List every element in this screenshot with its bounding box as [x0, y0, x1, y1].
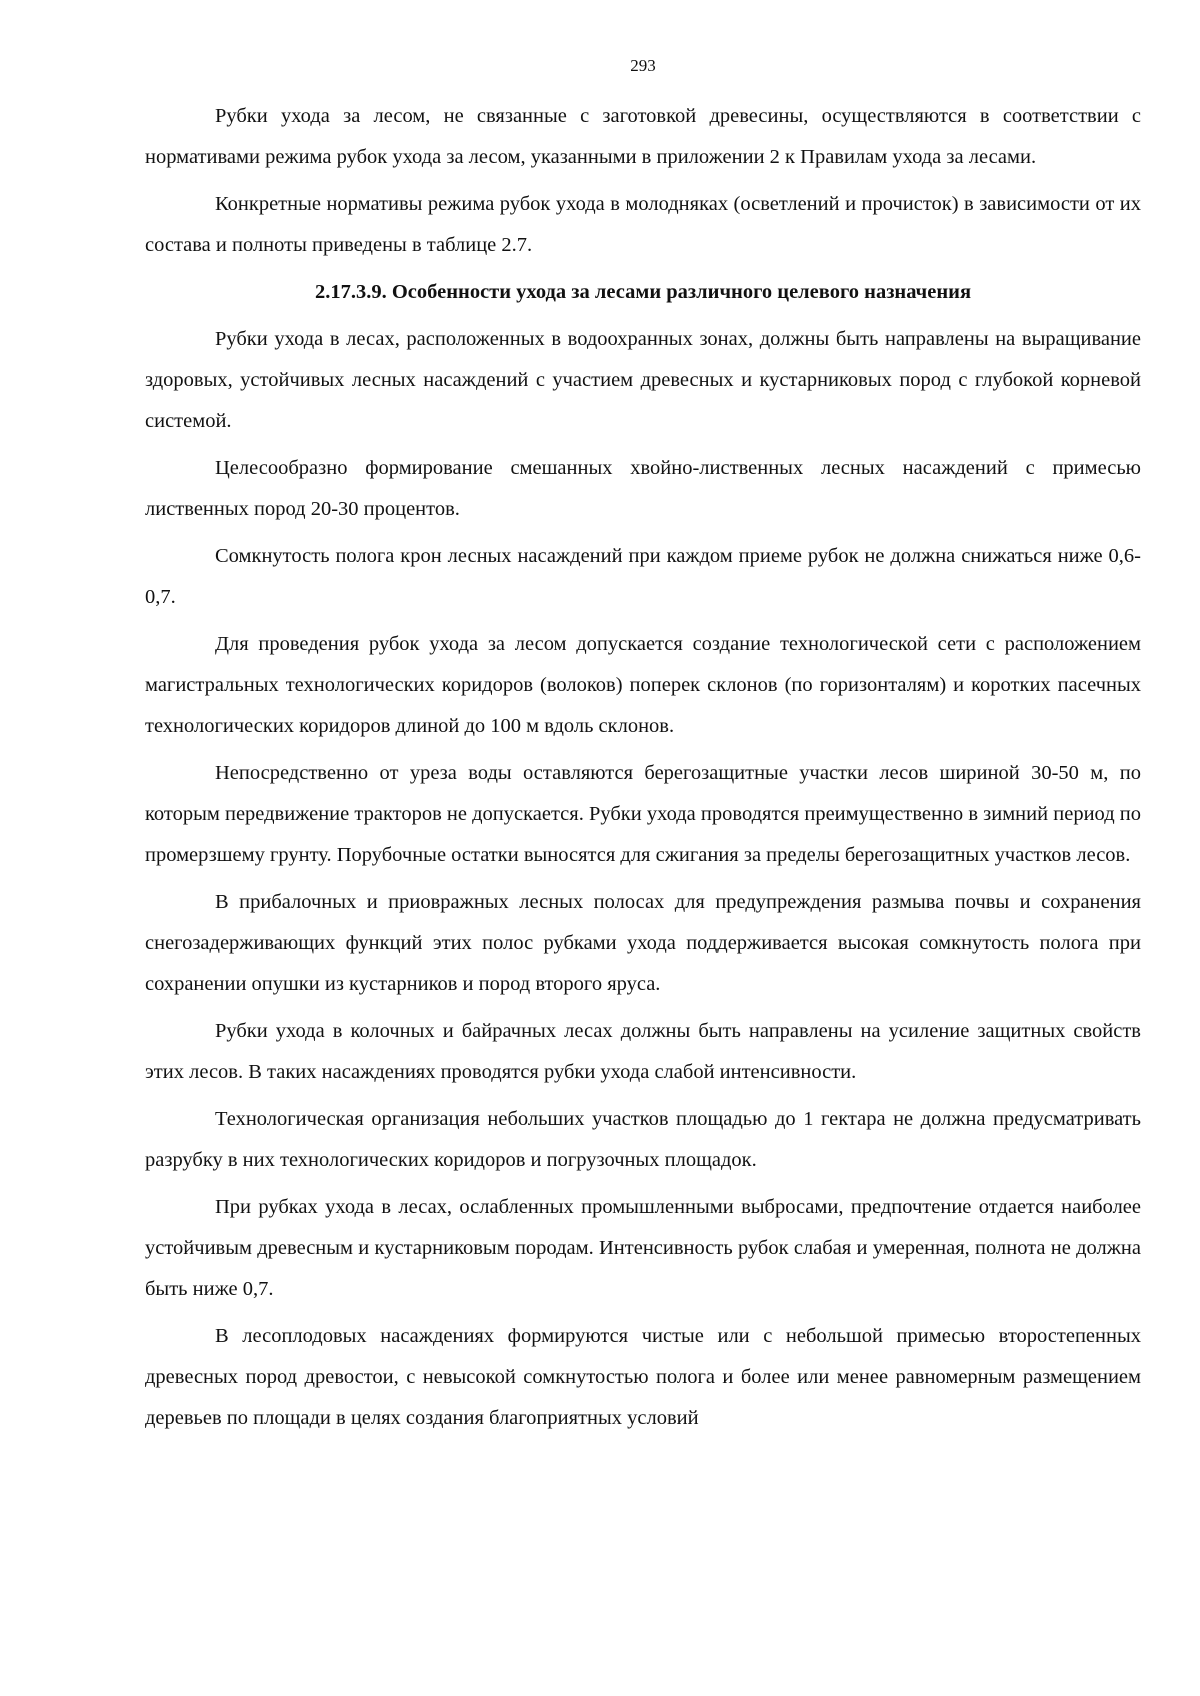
- page-number: 293: [630, 56, 656, 75]
- paragraph: В прибалочных и приовражных лесных полосах для предупреждения размыва почвы и сохранения снегозадерживающих функций этих полос рубками ухода поддерживается высокая сомкнутость полога при сохранении опушки из кустарников и пород второго яруса.: [145, 891, 1141, 995]
- paragraph: При рубках ухода в лесах, ослабленных промышленными выбросами, предпочтение отдается наиболее устойчивым древесным и кустарниковым породам. Интенсивность рубок слабая и умеренная, полнота не должна быть ниже 0,7.: [145, 1196, 1141, 1300]
- paragraph: Технологическая организация небольших участков площадью до 1 гектара не должна предусматривать разрубку в них технологических коридоров и погрузочных площадок.: [145, 1108, 1141, 1171]
- paragraph: Целесообразно формирование смешанных хвойно-лиственных лесных насаждений с примесью лиственных пород 20-30 процентов.: [145, 457, 1141, 520]
- document-page: [145, 0, 1141, 1696]
- document-body: [145, 96, 1141, 1445]
- paragraph: Рубки ухода за лесом, не связанные с заготовкой древесины, осуществляются в соответствии с нормативами режима рубок ухода за лесом, указанными в приложении 2 к Правилам ухода за лесами.: [145, 105, 1141, 168]
- paragraph: В лесоплодовых насаждениях формируются чистые или с небольшой примесью второстепенных древесных пород древостои, с невысокой сомкнутостью полога и более или менее равномерным размещением деревьев по площади в целях создания благоприятных условий: [145, 1325, 1141, 1429]
- paragraph: Конкретные нормативы режима рубок ухода в молодняках (осветлений и прочисток) в зависимости от их состава и полноты приведены в таблице 2.7.: [145, 193, 1141, 256]
- paragraph: Сомкнутость полога крон лесных насаждений при каждом приеме рубок не должна снижаться ниже 0,6-0,7.: [145, 545, 1141, 608]
- section-heading: 2.17.3.9. Особенности ухода за лесами различного целевого назначения: [314, 281, 972, 303]
- paragraph: Для проведения рубок ухода за лесом допускается создание технологической сети с расположением магистральных технологических коридоров (волоков) поперек склонов (по горизонталям) и коротких пасечных технологических коридоров длиной до 100 м вдоль склонов.: [145, 633, 1141, 737]
- paragraph: Непосредственно от уреза воды оставляются берегозащитные участки лесов шириной 30-50 м, по которым передвижение тракторов не допускается. Рубки ухода проводятся преимущественно в зимний период по промерзшему грунту. Порубочные остатки выносятся для сжигания за пределы берегозащитных участков лесов.: [145, 762, 1141, 866]
- paragraph: Рубки ухода в колочных и байрачных лесах должны быть направлены на усиление защитных свойств этих лесов. В таких насаждениях проводятся рубки ухода слабой интенсивности.: [145, 1020, 1141, 1083]
- paragraph: Рубки ухода в лесах, расположенных в водоохранных зонах, должны быть направлены на выращивание здоровых, устойчивых лесных насаждений с участием древесных и кустарниковых пород с глубокой корневой системой.: [145, 328, 1141, 432]
